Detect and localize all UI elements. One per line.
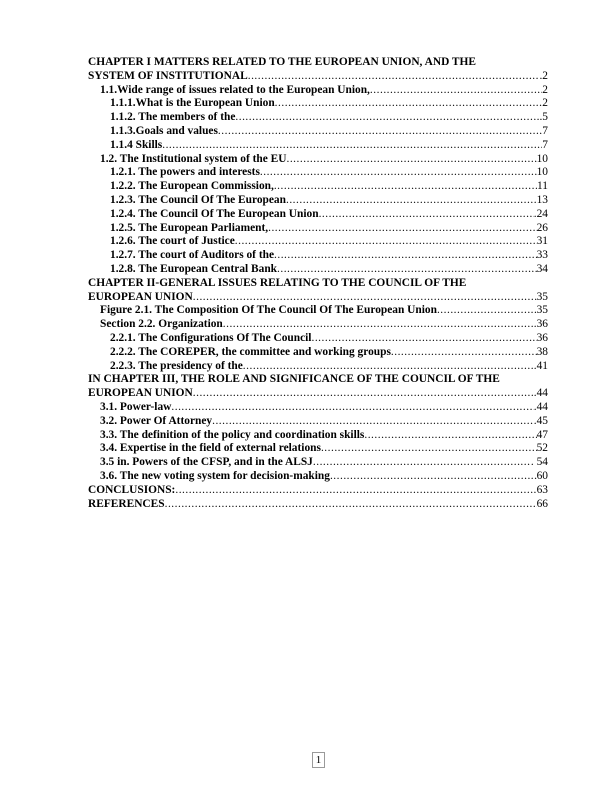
toc-entry-row (110, 139, 548, 153)
dot-leader (313, 456, 531, 470)
toc-entry-title: 1.2. The Institutional system of the EU (100, 152, 287, 165)
toc-entry-title: 1.2.3. The Council Of The European (110, 193, 286, 206)
toc-entry-title: 3.5 in. Powers of the CFSP, and in the ALSJ (100, 456, 313, 469)
toc-entry-page: 34 (536, 262, 548, 275)
toc-entry-title: 1.1.1.What is the European Union (110, 97, 275, 110)
dot-leader (274, 249, 537, 263)
dot-leader (248, 70, 540, 84)
toc-entry-row (100, 84, 548, 98)
dot-leader (364, 429, 536, 443)
toc-entry-page: 36 (536, 331, 548, 344)
toc-entry-row (88, 387, 548, 401)
toc-entry-title: 1.2.1. The powers and interests (110, 166, 260, 179)
dot-leader (243, 360, 534, 374)
page-number: 1 (312, 752, 325, 768)
toc-entry-title: 1.2.5. The European Parliament, (110, 221, 269, 234)
toc-entry-row (88, 484, 548, 498)
toc-entry-title-line: CHAPTER I MATTERS RELATED TO THE EUROPEAN UNION, AND THE (88, 56, 476, 68)
dot-leader (175, 484, 536, 498)
toc-entry-page: .45 (533, 414, 548, 427)
toc-entry-row (100, 153, 548, 167)
toc-entry-title: 1.2.8. The European Central Bank (110, 262, 277, 275)
dot-leader (193, 387, 534, 401)
dot-leader (223, 318, 534, 332)
toc-entry-row (100, 304, 548, 318)
toc-entry-title: EUROPEAN UNION (88, 387, 193, 400)
toc-entry[interactable] (88, 442, 548, 456)
toc-entry-page: .44 (533, 387, 548, 400)
toc-entry-title: Figure 2.1. The Composition Of The Council Of The European Union (100, 304, 437, 317)
toc-entry-page: 31 (536, 235, 548, 248)
toc-entry[interactable] (88, 470, 548, 484)
toc-entry-row (100, 470, 548, 484)
toc-entry[interactable] (88, 360, 548, 374)
dot-leader (274, 180, 537, 194)
toc-entry-page: 2 (542, 83, 548, 96)
toc-entry-row (88, 498, 548, 512)
toc-entry-page: 52 (536, 442, 548, 455)
toc-entry-page: .5 (539, 111, 548, 124)
toc-entry-page: .44 (533, 400, 548, 413)
toc-entry-title: SYSTEM OF INSTITUTIONAL (88, 69, 248, 82)
toc-entry-title: 2.2.3. The presidency of the (110, 359, 243, 372)
dot-leader (162, 139, 542, 153)
toc-entry[interactable] (88, 111, 548, 125)
toc-entry-row (110, 249, 548, 263)
toc-entry-title: 1.1.2. The members of the (110, 111, 236, 124)
toc-entry-page: 7 (542, 124, 548, 137)
toc-entry[interactable] (88, 346, 548, 360)
toc-entry-row (100, 429, 548, 443)
toc-entry-title: Section 2.2. Organization (100, 318, 223, 331)
toc-entry-row (110, 194, 548, 208)
dot-leader (286, 153, 536, 167)
toc-entry-title: 3.3. The definition of the policy and coordination skills (100, 428, 365, 441)
toc-entry-row (110, 346, 548, 360)
toc-entry-page: 47 (536, 428, 548, 441)
toc-entry[interactable] (88, 484, 548, 498)
toc-entry-row (100, 401, 548, 415)
toc-entry-title: 1.2.4. The Council Of The European Union (110, 207, 319, 220)
toc-entry-title: 1.2.6. The court of Justice (110, 235, 235, 248)
dot-leader (260, 166, 537, 180)
dot-leader (171, 401, 533, 415)
dot-leader (212, 415, 534, 429)
toc-entry-row (110, 97, 548, 111)
toc-entry[interactable] (88, 153, 548, 167)
toc-entry-title: REFERENCES (88, 497, 165, 510)
toc-entry-title-line: CHAPTER II-GENERAL ISSUES RELATING TO THE COUNCIL OF THE (88, 276, 467, 289)
toc-entry-title: EUROPEAN UNION (88, 290, 193, 303)
toc-entry[interactable] (88, 84, 548, 98)
toc-entry-page: 35 (536, 290, 548, 303)
toc-entry-page: 35 (536, 304, 548, 317)
toc-entry-row (110, 332, 548, 346)
toc-entry[interactable] (88, 125, 548, 139)
toc-entry-page: 2 (542, 97, 548, 110)
table-of-contents (88, 56, 548, 511)
toc-entry-row (100, 415, 548, 429)
toc-entry-page: .36 (533, 318, 548, 331)
toc-entry[interactable] (88, 208, 548, 222)
toc-entry-row (110, 180, 548, 194)
toc-entry-title: 1.2.7. The court of Auditors of the (110, 249, 275, 262)
dot-leader (437, 304, 537, 318)
toc-entry-page: 10 (536, 166, 548, 179)
toc-entry-page: 7 (542, 138, 548, 151)
toc-entry[interactable] (88, 498, 548, 512)
toc-entry-title: 3.2. Power Of Attorney (100, 414, 213, 427)
dot-leader (370, 84, 542, 98)
toc-entry[interactable] (88, 332, 548, 346)
toc-entry-page: 26 (536, 221, 548, 234)
toc-entry[interactable] (88, 97, 548, 111)
dot-leader (268, 222, 537, 236)
dot-leader (193, 291, 537, 305)
toc-entry[interactable] (88, 249, 548, 263)
toc-entry[interactable] (88, 166, 548, 180)
toc-entry-row (110, 111, 548, 125)
toc-entry-title-line: IN CHAPTER III, THE ROLE AND SIGNIFICANCE OF THE COUNCIL OF THE (88, 373, 500, 386)
toc-entry[interactable] (88, 429, 548, 443)
toc-entry-row (110, 125, 548, 139)
toc-entry-row (110, 166, 548, 180)
toc-entry-row (100, 442, 548, 456)
toc-entry[interactable] (88, 139, 548, 153)
toc-entry-row (88, 291, 548, 305)
toc-entry-title: 1.1.4 Skills (110, 138, 163, 151)
toc-entry-row (100, 318, 548, 332)
toc-entry[interactable] (88, 304, 548, 318)
toc-entry-row (110, 222, 548, 236)
dot-leader (319, 208, 534, 222)
dot-leader (286, 194, 537, 208)
toc-entry[interactable] (88, 318, 548, 332)
dot-leader (235, 111, 539, 125)
toc-entry-title: 1.1.3.Goals and values (110, 124, 218, 137)
toc-entry-row (100, 456, 548, 470)
toc-entry[interactable] (88, 56, 548, 84)
toc-entry[interactable] (88, 415, 548, 429)
toc-entry[interactable] (88, 194, 548, 208)
dot-leader (218, 125, 542, 139)
toc-entry-row (88, 70, 548, 84)
toc-entry-title: 2.2.1. The Configurations Of The Council (110, 331, 312, 344)
toc-entry-title: 1.1.Wide range of issues related to the European Union, (100, 83, 370, 96)
dot-leader (277, 263, 537, 277)
toc-entry-page: 10 (536, 152, 548, 165)
toc-entry[interactable] (88, 277, 548, 305)
dot-leader (165, 498, 537, 512)
toc-entry-title: 2.2.2. The COREPER, the committee and working groups (110, 345, 391, 358)
toc-entry-row (110, 208, 548, 222)
toc-entry-row (110, 263, 548, 277)
toc-entry-page: 13 (536, 193, 548, 206)
toc-entry-row (110, 235, 548, 249)
toc-entry-page: 66 (536, 497, 548, 510)
toc-entry[interactable] (88, 373, 548, 401)
toc-entry-page: .41 (533, 359, 548, 372)
toc-entry[interactable] (88, 180, 548, 194)
dot-leader (235, 235, 537, 249)
toc-entry-page: . 54 (530, 456, 548, 469)
toc-entry-page: 38 (536, 345, 548, 358)
toc-entry-title: CONCLUSIONS: (88, 483, 176, 496)
toc-entry-title: 1.2.2. The European Commission, (110, 180, 274, 193)
dot-leader (391, 346, 537, 360)
toc-entry-title: 3.1. Power-law (100, 400, 172, 413)
dot-leader (321, 442, 537, 456)
toc-entry[interactable] (88, 263, 548, 277)
toc-entry-page: .24 (533, 207, 548, 220)
toc-entry-page: .2 (539, 69, 548, 82)
toc-entry-title: 3.6. The new voting system for decision-making (100, 469, 330, 482)
dot-leader (311, 332, 536, 346)
toc-entry[interactable] (88, 222, 548, 236)
toc-entry-page: 33 (536, 249, 548, 262)
dot-leader (330, 470, 537, 484)
toc-entry-row (110, 360, 548, 374)
toc-entry[interactable] (88, 235, 548, 249)
toc-entry-page: 63 (536, 483, 548, 496)
toc-entry-page: 60 (536, 469, 548, 482)
dot-leader (275, 97, 543, 111)
toc-entry[interactable] (88, 401, 548, 415)
toc-entry[interactable] (88, 456, 548, 470)
toc-entry-page: 11 (537, 180, 548, 193)
toc-entry-title: 3.4. Expertise in the field of external relations (100, 442, 321, 455)
